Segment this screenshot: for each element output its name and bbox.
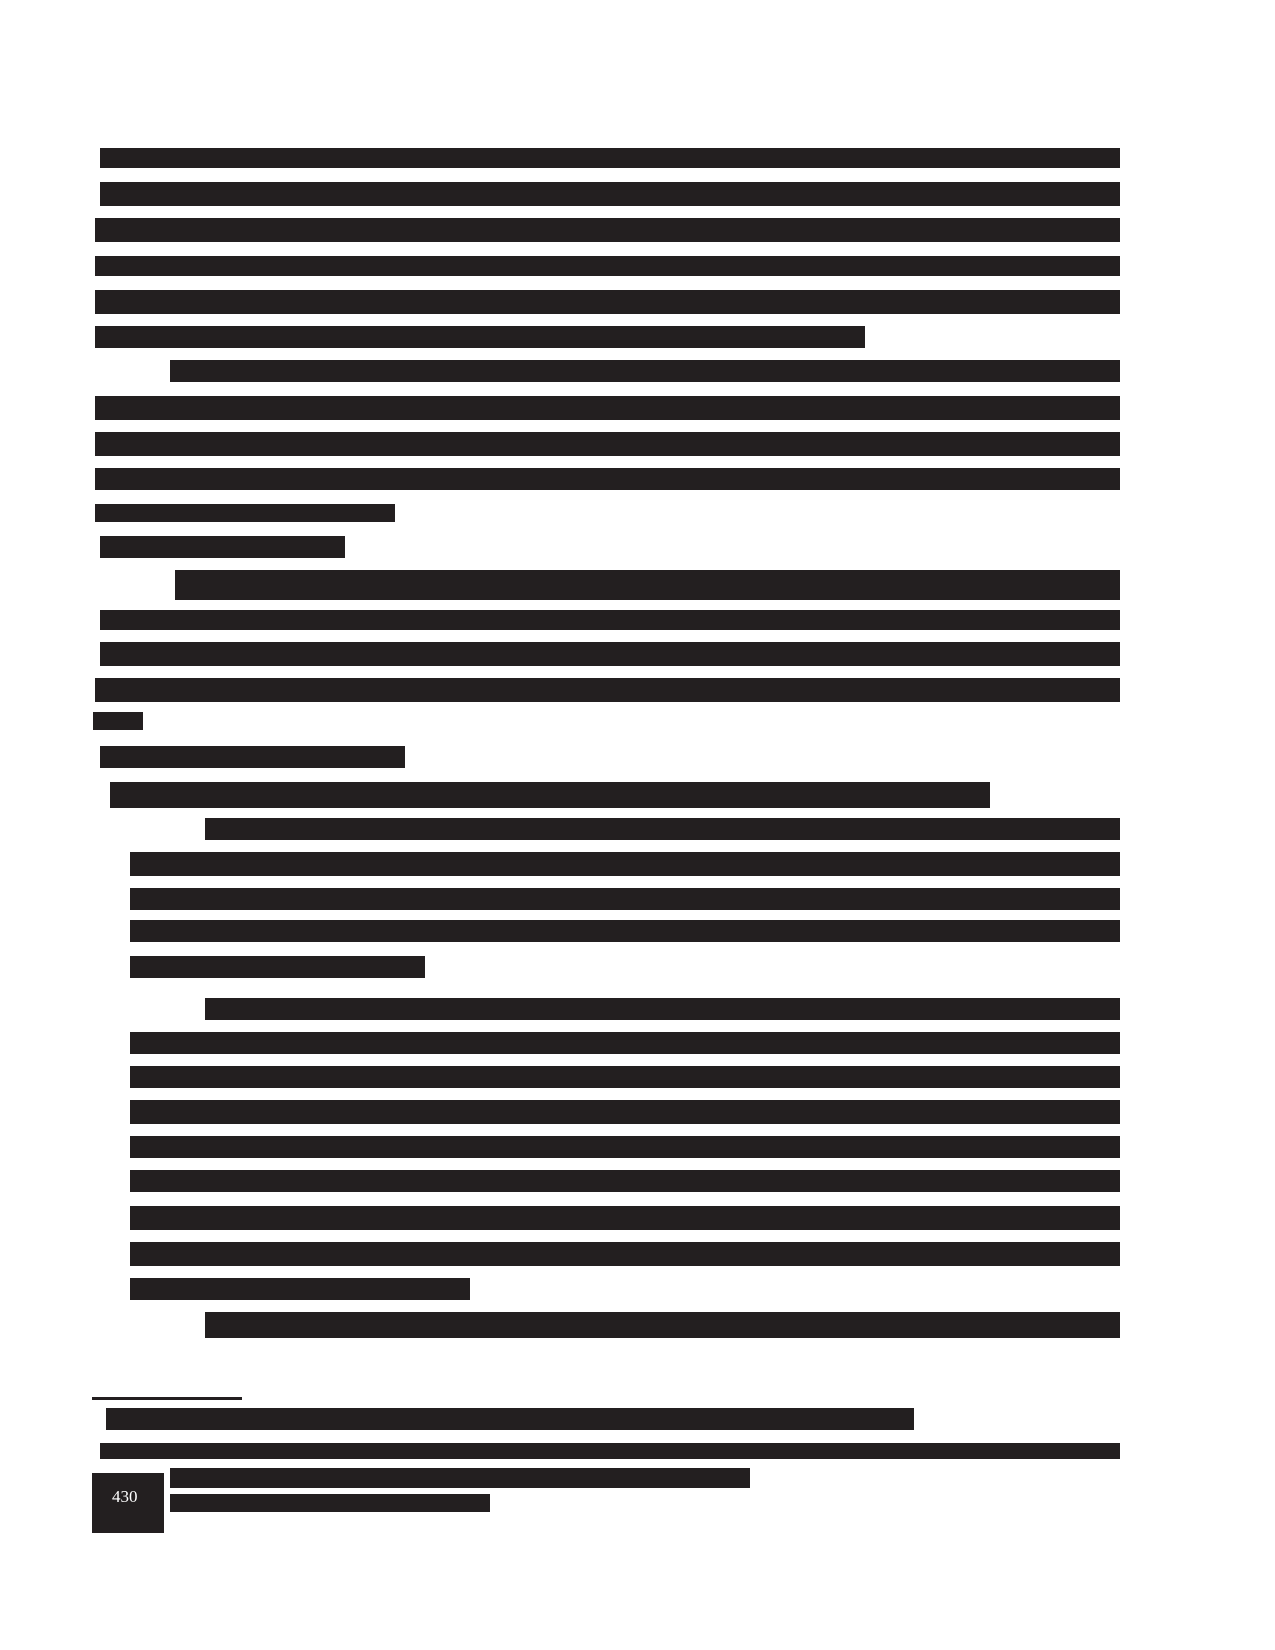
redacted-paragraph-line <box>95 396 1120 420</box>
redacted-subheading-line <box>110 782 990 808</box>
redacted-paragraph-line <box>205 998 1120 1020</box>
redacted-paragraph-line <box>100 610 1120 630</box>
redacted-paragraph-continuation-line <box>95 256 1120 276</box>
redacted-paragraph-line <box>130 1100 1120 1124</box>
redacted-paragraph-line <box>130 852 1120 876</box>
redacted-paragraph-line <box>130 1242 1120 1266</box>
redacted-paragraph-line <box>130 888 1120 910</box>
redacted-paragraph-line <box>130 1170 1120 1192</box>
redacted-paragraph-continuation-line <box>95 326 865 348</box>
page-number: 430 <box>112 1487 138 1506</box>
redacted-heading-line <box>100 746 405 768</box>
redacted-paragraph-line <box>130 956 425 978</box>
redacted-footer-line <box>170 1468 750 1488</box>
redacted-paragraph-line <box>130 1066 1120 1088</box>
redacted-footnote-line <box>106 1408 914 1430</box>
redacted-paragraph-line <box>130 1032 1120 1054</box>
redacted-paragraph-continuation-line <box>100 182 1120 206</box>
redacted-paragraph-line <box>95 468 1120 490</box>
redacted-paragraph-line <box>130 1206 1120 1230</box>
redacted-paragraph-line <box>93 712 143 730</box>
footer-rule <box>100 1443 1120 1459</box>
redacted-paragraph-line <box>170 360 1120 382</box>
redacted-paragraph-line <box>95 504 395 522</box>
redacted-footer-line <box>170 1494 490 1512</box>
redacted-paragraph-line <box>175 570 1120 600</box>
redacted-paragraph-line <box>130 920 1120 942</box>
redacted-paragraph-line <box>130 1136 1120 1158</box>
redacted-paragraph-continuation-line <box>100 148 1120 168</box>
redacted-paragraph-line <box>205 818 1120 840</box>
redacted-paragraph-continuation-line <box>95 290 1120 314</box>
redacted-paragraph-continuation-line <box>95 218 1120 242</box>
redacted-paragraph-line <box>130 1278 470 1300</box>
footnote-rule <box>92 1397 242 1400</box>
redacted-paragraph-line <box>95 432 1120 456</box>
redacted-heading-line <box>100 536 345 558</box>
redacted-paragraph-line <box>95 678 1120 702</box>
redacted-paragraph-line <box>205 1312 1120 1338</box>
redacted-paragraph-line <box>100 642 1120 666</box>
